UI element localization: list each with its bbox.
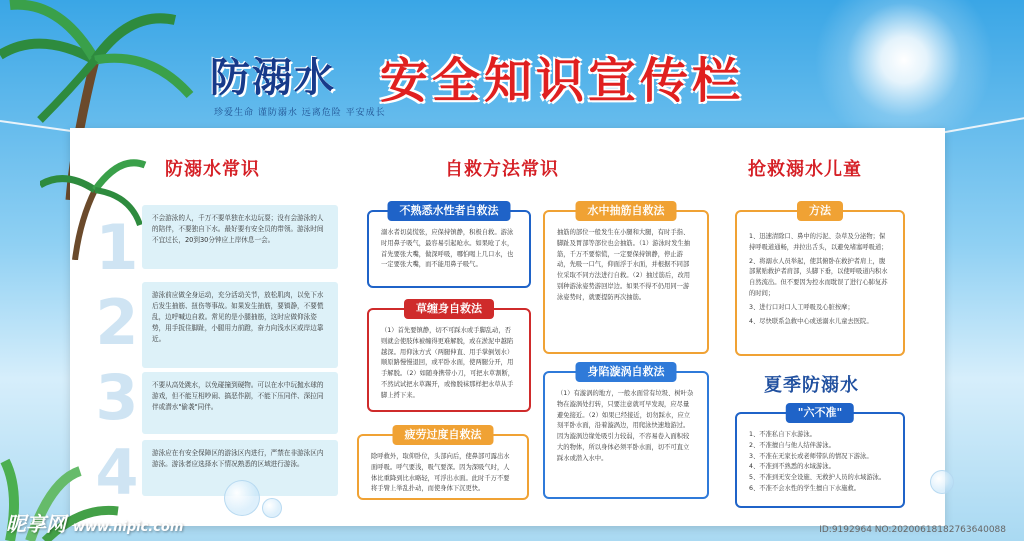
method-item-3: 3、进行口对口人工呼吸及心脏按摩； (749, 303, 854, 311)
card-tag: "六不准" (786, 403, 854, 423)
heading-right: 抢救溺水儿童 (748, 159, 862, 180)
rule-1: 1、不准私自下水游泳。 (749, 431, 816, 438)
tip-box-2: 游泳前应做全身运动，充分活动关节，放松肌肉，以免下水后发生抽筋、扭伤等事故。如果发生抽筋，要镇静，不要慌乱，边呼喊边自救。常见的是小腿抽筋，这时应做仰泳姿势，用手扳住脚趾，小腿用力前蹬，奋力向浅水区或岸边靠近。 (142, 282, 338, 368)
rule-5: 5、不准到无安全设施、无救护人员的水域游泳。 (749, 474, 886, 482)
number-4: 4 (95, 436, 139, 509)
card-tag: 方法 (797, 201, 843, 221)
method-item-4: 4、尽快联系急救中心或送溺水儿童去医院。 (749, 317, 873, 325)
watermark-logo: 昵享网 (6, 512, 66, 536)
method-item-2: 2、将溺水人员举起，使其俯卧在救护者肩上，腹部紧贴救护者肩部，头脚下垂，以使呼吸道内积水自然流出。但不要因为控水而耽误了进行心肺复苏的时间； (749, 257, 888, 297)
card-unfamiliar-water (367, 204, 531, 288)
heading-middle: 自救方法常识 (445, 159, 559, 180)
card-text: 抽筋的部位一般发生在小腿和大腿，有时手指、脚趾及胃部等部位也会抽筋。（1）游泳时发生抽筋，千万不要惊慌，一定要保持镇静，停止游动，先吸一口气，仰面浮于水面，并根据不同部位采取不同方法进行自救。（2）抽过筋后，改用别种游泳姿势游回岸边。如果不得不仍用同一游泳姿势时，就要提防再次抽筋。 (557, 229, 691, 301)
card-text: （1）有漩涡的地方，一般水面常有垃圾、树叶杂物在漩涡处打转，只要注意就可早发现，应尽量避免接近。（2）如果已经接近，切勿踩水，应立刻平卧水面，沿着漩涡边，用爬泳快速地游过。因为漩涡边缘处吸引力较弱，不容易卷入面积较大的物体，所以身体必须平卧水面，切不可直立踩水或潜入水中。 (557, 390, 694, 462)
number-2: 2 (95, 286, 139, 359)
card-tag: 疲劳过度自救法 (393, 425, 494, 445)
watermark-url: www.nipic.com (72, 520, 184, 535)
rule-2: 2、不准擅自与他人结伴游泳。 (749, 441, 835, 449)
card-cramp (543, 204, 709, 354)
page-subtitle: 珍爱生命 谨防溺水 远离危险 平安成长 (214, 108, 386, 118)
card-six-rules (735, 406, 905, 508)
watermark-left (6, 508, 183, 537)
card-fatigue (357, 428, 529, 500)
card-weed-tangle (367, 302, 531, 412)
rule-3: 3、不准在无家长或老师带队的情况下游泳。 (749, 452, 873, 460)
number-3: 3 (95, 361, 139, 434)
tip-box-4: 游泳应在有安全保障区的游泳区内进行，严禁在非游泳区内游泳。游泳者应选择水下情况熟悉的区域进行游泳。 (142, 440, 338, 496)
bubble-decoration (262, 498, 282, 518)
title-part1: 防溺水 (210, 54, 336, 101)
card-text: 溺水者切莫慌张，应保持镇静，积极自救。游泳时用鼻子吸气，最容易引起呛水。如果呛了水，首先要张大嘴，做深呼吸，哪怕喝上几口水，也一定要张大嘴，而不能用鼻子吸气。 (381, 229, 514, 269)
card-rescue-method (735, 204, 905, 356)
tip-box-1: 不会游泳的人，千万不要单独在水边玩耍；没有会游泳的人的陪伴，不要独自下水。最好要有安全员的带领。游泳时间不宜过长，20到30分钟应上岸休息一会。 (142, 205, 338, 269)
bubble-decoration (930, 470, 954, 494)
card-text: 除呼救外，取仰卧位，头部向后，使鼻部可露出水面呼吸。呼气要浅，吸气要深。因为深吸气时，人体比重降到比水略轻，可浮出水面。此时千万不要将手臂上举乱扑动，而使身体下沉更快。 (371, 453, 510, 493)
card-tag: 草缠身自救法 (404, 299, 494, 319)
card-whirlpool (543, 365, 709, 499)
method-item-1: 1、迅速清除口、鼻中的污泥、杂草及分泌物；保持呼吸道通畅，并拉出舌头，以避免堵塞呼吸道； (749, 233, 888, 251)
card-tag: 身陷漩涡自救法 (576, 362, 677, 382)
bubble-decoration (224, 480, 260, 516)
number-1: 1 (95, 211, 139, 284)
rule-6: 6、不准不会水性的学生擅自下水施救。 (749, 484, 861, 492)
card-tag: 不熟悉水性者自救法 (388, 201, 511, 221)
tip-box-3: 不要从高处跳水，以免碰撞到硬物。可以在水中玩抛水球的游戏，但不能互相吵闹、搞恶作剧，不能下压同伴、深拉同伴或潜水"偷袭"同伴。 (142, 372, 338, 434)
card-tag: 水中抽筋自救法 (576, 201, 677, 221)
watermark-right: ID:9192964 NO:20200618182763640088 (819, 525, 1006, 535)
title-part2: 安全知识宣传栏 (380, 53, 745, 109)
heading-summer: 夏季防溺水 (764, 375, 859, 396)
card-text: （1）首先要镇静，切不可踩水或手脚乱动，否则就会使肢体被缠得更难解脱，或在淤泥中越陷越深。用仰泳方式（两腿伸直、用手掌倒划水）顺原路慢慢退回，或平卧水面，使两腿分开，用手解脱。（2）如随身携带小刀，可把水草割断，不然试试把水草踢开，或像脱袜那样把水草从手脚上捋下来。 (381, 327, 515, 399)
rule-4: 4、不准到不熟悉的水域游泳。 (749, 463, 835, 471)
heading-left: 防溺水常识 (165, 159, 260, 180)
